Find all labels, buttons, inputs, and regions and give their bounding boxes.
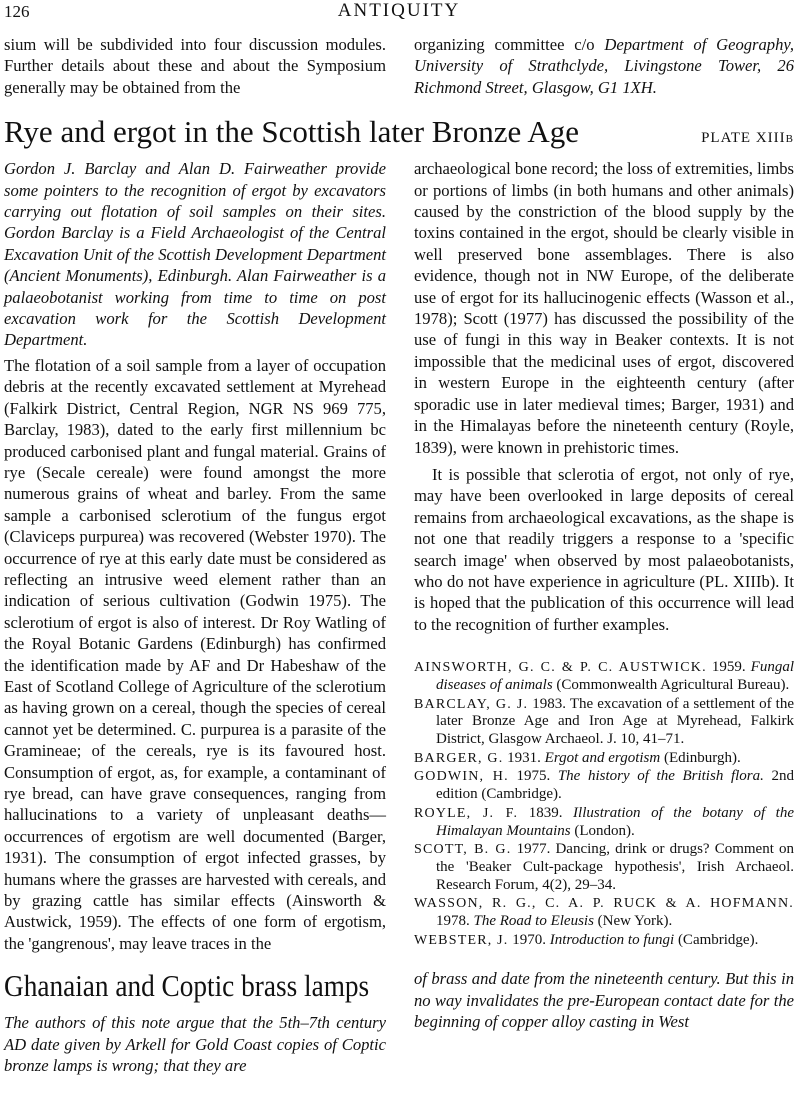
reference-year: 1983. [532, 695, 567, 712]
article2-abstract-right [414, 968, 794, 1032]
reference-title: Introduction to fungi [549, 931, 675, 948]
reference-author: WASSON, R. G., C. A. P. RUCK & A. HOFMANN. [414, 896, 794, 912]
reference-author: SCOTT, B. G. [414, 842, 512, 858]
paragraph: The flotation of a soil sample from a layer of occupation debris at the recently excavated settlement at Myrehead (Falkirk District, Central Region, NGR NS 969 775, Barclay, 1983), dated to the early first millennium bc produced carbonised plant and fungal material. Grains of rye (Secale cereale) were found amongst the more numerous grains of wheat and barley. From the same sample a carbonised sclerotium of the fungus ergot (Claviceps purpurea) was recovered (Webster 1970). The occurrence of rye at this early date must be considered as reflecting an intrusive weed element rather than an indication of serious cultivation (Godwin 1975). The sclerotium of ergot is also of interest. Dr Roy Watling of the Royal Botanic Gardens (Edinburgh) has confirmed the identification made by AF and Dr Habeshaw of the East of Scotland College of Agriculture of the sclerotium as having grown on a cereal, though the species of cereal cannot yet be determined. C. purpurea is a parasite of the Gramineae; of the cereals, rye is its favoured host. Consumption of ergot, as, for example, a contaminant of rye bread, can have grave consequences, ranging from hallucinations to a variety of unpleasant deaths—occurrences of ergotism are well documented (Barger, 1931). The consumption of ergot infected grasses, by humans where the grasses are harvested with cereals, and by grazing cattle has similar effects (Ainsworth & Austwick, 1959). The effects of one form of ergotism, the 'gangrenous', may leave traces in the [4, 355, 386, 953]
previous-article-left [4, 34, 386, 98]
paragraph [414, 34, 794, 98]
previous-article [4, 34, 794, 98]
reference-rest: (New York). [597, 913, 673, 930]
article-title: Rye and ergot in the Scottish later Bronze Age [4, 114, 579, 150]
reference-item [414, 805, 794, 841]
reference-rest: The excavation of a settlement of the later Bronze Age and Iron Age at Myrehead, Falkirk District, Glasgow Archaeol. J. 10, 41–71. [436, 695, 794, 748]
text: organizing committee c/o [414, 35, 595, 54]
reference-title: Ergot and ergotism [544, 749, 661, 766]
reference-rest: (London). [574, 822, 635, 839]
reference-author: WEBSTER, J. [414, 932, 509, 948]
reference-item [414, 841, 794, 894]
reference-item [414, 750, 794, 768]
article-title-row [4, 114, 794, 150]
reference-rest: (Cambridge). [677, 931, 759, 948]
plate-label: PLATE XIIIb [701, 130, 794, 147]
reference-year: 1978. [436, 913, 470, 930]
reference-year: 1977. [516, 841, 551, 858]
reference-item [414, 696, 794, 749]
article-body [4, 158, 794, 954]
running-head: ANTIQUITY [337, 0, 461, 21]
reference-title: The Road to Eleusis [473, 913, 594, 930]
reference-year: 1931. [507, 749, 541, 766]
references-list [414, 659, 794, 949]
reference-rest: Dancing, drink or drugs? Comment on the 'Beaker Cult-package hypothesis', Irish Archaeol. Research Forum, 4(2), 29–34. [436, 841, 794, 893]
reference-year: 1839. [528, 804, 563, 821]
article2 [4, 968, 794, 1076]
reference-author: ROYLE, J. F. [414, 805, 519, 821]
reference-rest: (Edinburgh). [663, 749, 741, 766]
reference-item [414, 932, 794, 950]
body-left-column [4, 158, 386, 954]
reference-author: BARGER, G. [414, 750, 504, 766]
reference-title: Fungal diseases of animals [436, 659, 795, 693]
previous-article-right [414, 34, 794, 98]
address: Department of Geography, University of Strathclyde, Livingstone Tower, 26 Richmond Street, Glasgow, G1 1XH. [414, 35, 794, 97]
article-title-2: Ghanaian and Coptic brass lamps [4, 968, 370, 1004]
page-number: 126 [4, 2, 30, 21]
reference-item [414, 659, 794, 695]
reference-year: 1970. [512, 931, 546, 948]
abstract-text: Gordon J. Barclay and Alan D. Fairweather provide some pointers to the recognition of ergot by excavators carrying out flotation of soil samples on their sites. Gordon Barclay is a Field Archaeologist of the Central Excavation Unit of the Scottish Development Department (Ancient Monuments), Edinburgh. Alan Fairweather is a palaeobotanist working from time to time on post excavation work for the Scottish Development Department. [4, 159, 386, 350]
paragraph: sium will be subdivided into four discussion modules. Further details about these and about the Symposium generally may be obtained from the [4, 35, 386, 97]
paragraph: It is possible that sclerotia of ergot, not only of rye, may have been overlooked in large deposits of cereal remains from archaeological excavations, as the shape is not one that readily triggers a response to a 'specific search image' when observed by most palaeobotanists, who do not have experience in agriculture (PL. XIIIb). It is hoped that the publication of this occurrence will lead to the recognition of further examples. [414, 464, 794, 634]
abstract-text: of brass and date from the nineteenth century. But this in no way invalidates the pre-European contact date for the beginning of copper alloy casting in West [414, 969, 794, 1032]
abstract-text: The authors of this note argue that the 5th–7th century AD date given by Arkell for Gold Coast copies of Coptic bronze lamps is wrong; that they are [4, 1013, 386, 1076]
paragraph: archaeological bone record; the loss of extremities, limbs or portions of limbs (in both humans and other animals) caused by the constriction of the blood supply by the toxins contained in the ergot, should be clearly visible in well preserved bone assemblages. There is also evidence, though not in NW Europe, of the deliberate use of ergot for its hallucinogenic effects (Wasson et al., 1978); Scott (1977) has discussed the possibility of the use of fungi in this way in Beaker contexts. It is not impossible that the medicinal uses of ergot, discovered in western Europe in the eighteenth century (after sporadic use in later medieval times; Barger, 1931) and in the Himalayas before the nineteenth century (Royle, 1839), were known in prehistoric times. [414, 159, 794, 457]
reference-title: Illustration of the botany of the Himalayan Mountains [436, 804, 794, 839]
reference-year: 1959. [711, 659, 746, 676]
article2-abstract-left [4, 1012, 386, 1076]
reference-title: The history of the British flora. [557, 768, 764, 785]
body-right-column [414, 158, 794, 950]
article2-left [4, 968, 386, 1076]
reference-author: GODWIN, H. [414, 769, 509, 785]
reference-rest: (Commonwealth Agricultural Bureau). [556, 676, 790, 693]
reference-item [414, 768, 794, 804]
reference-author: AINSWORTH, G. C. & P. C. AUSTWICK. [414, 660, 707, 676]
running-header [4, 0, 794, 34]
right-column-text [414, 158, 794, 635]
reference-item [414, 895, 794, 931]
reference-author: BARCLAY, G. J. [414, 696, 529, 712]
reference-year: 1975. [516, 768, 551, 785]
reference-rest: 2nd edition (Cambridge). [436, 768, 794, 803]
